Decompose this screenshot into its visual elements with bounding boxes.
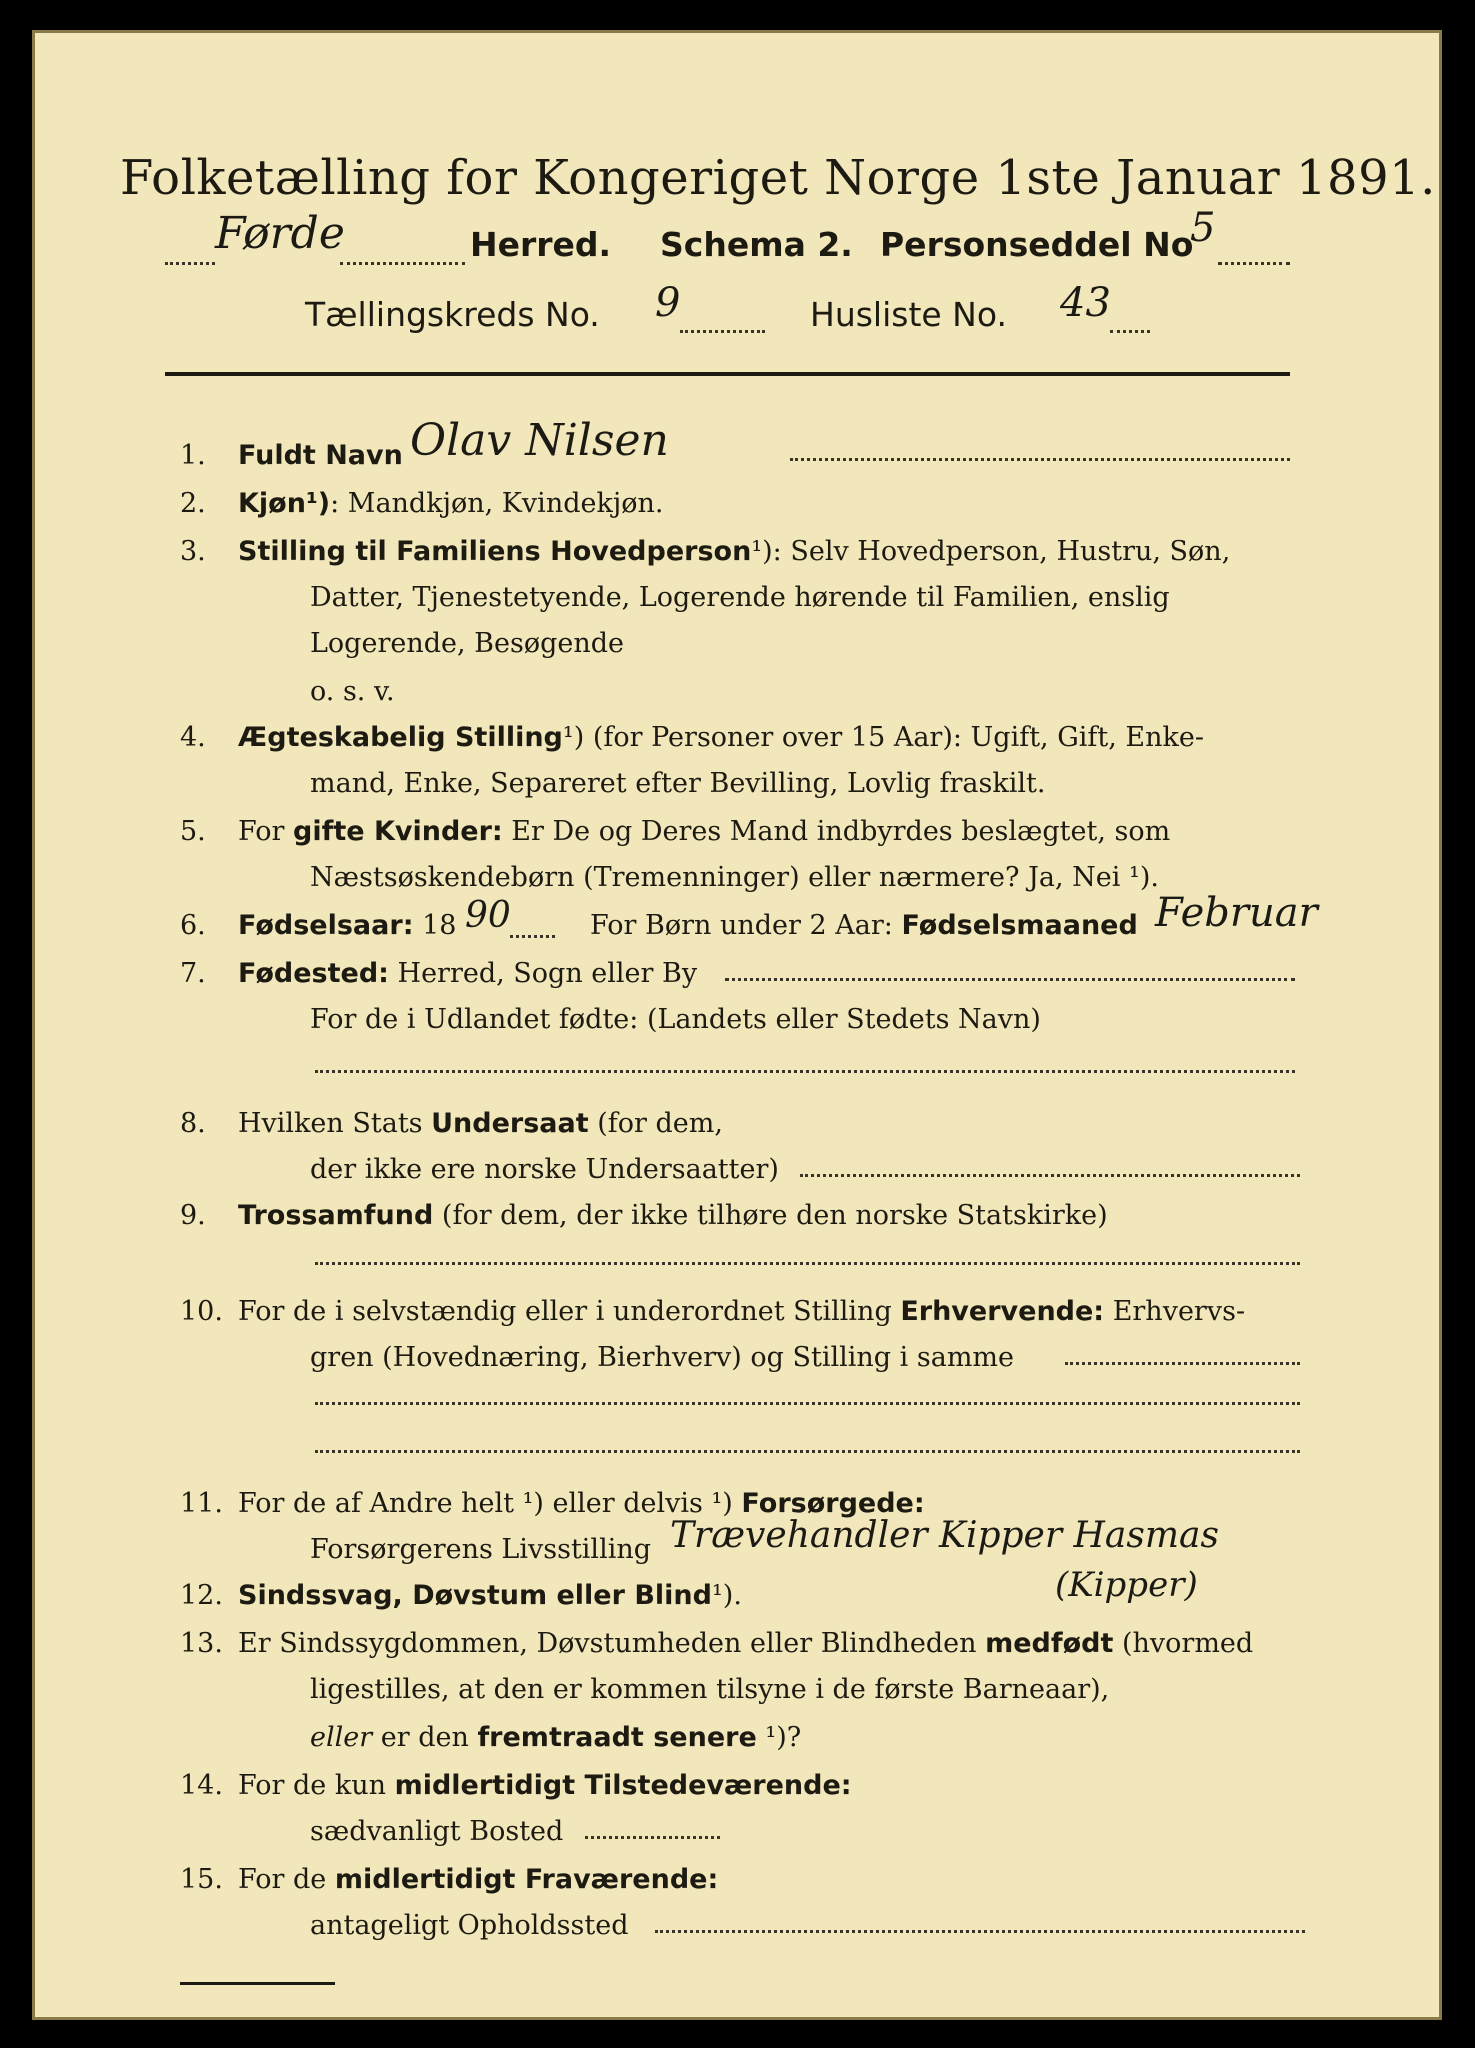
field-3-line-4: o. s. v. (310, 676, 395, 707)
field-4: 4. Ægteskabelig Stilling¹) (for Personer over 15 Aar): Ugift, Gift, Enke- (180, 722, 1204, 753)
field-6: 6. Fødselsaar: 18 (180, 910, 457, 941)
field-1: 1. Fuldt Navn (180, 440, 403, 471)
field-3: 3. Stilling til Familiens Hovedperson¹): Selv Hovedperson, Hustru, Søn, (180, 536, 1231, 567)
field-13: 13. Er Sindssygdommen, Døvstumheden eller Blindheden medfødt (hvormed (180, 1628, 1254, 1659)
schema-label: Schema 2. (660, 225, 853, 264)
field-3-line-3: Logerende, Besøgende (310, 628, 624, 659)
dotted-line (165, 262, 215, 265)
field-12: 12. Sindssvag, Døvstum eller Blind¹). (180, 1580, 742, 1611)
kreds-label: Tællingskreds No. (305, 295, 600, 334)
field-6-months: For Børn under 2 Aar: Fødselsmaaned (590, 910, 1138, 941)
dotted-line (1218, 262, 1290, 265)
field-11: 11. For de af Andre helt ¹) eller delvis ¹) Forsørgede: (180, 1488, 925, 1519)
birth-year-value: 90 (465, 895, 511, 936)
herred-label: Herred. (470, 225, 612, 264)
field-15-line-2: antageligt Opholdssted (310, 1910, 629, 1941)
field-14-line-2: sædvanligt Bosted (310, 1816, 564, 1847)
field-3-line-2: Datter, Tjenestetyende, Logerende hørende til Familien, enslig (310, 582, 1170, 613)
field-7-line-2: For de i Udlandet fødte: (Landets eller Stedets Navn) (310, 1004, 1041, 1035)
header-rule (165, 372, 1290, 376)
dotted-line (680, 330, 765, 333)
dotted-line (315, 1450, 1300, 1453)
birth-month-value: Februar (1155, 890, 1318, 936)
field-2: 2. Kjøn¹): Mandkjøn, Kvindekjøn. (180, 488, 664, 519)
field-10: 10. For de i selvstændig eller i underordnet Stilling Erhvervende: Erhvervs- (180, 1296, 1246, 1327)
husliste-value: 43 (1060, 280, 1111, 326)
dotted-line (585, 1836, 720, 1839)
field-9: 9. Trossamfund (for dem, der ikke tilhøre den norske Statskirke) (180, 1200, 1108, 1231)
dotted-line (655, 1930, 1305, 1933)
field-8-line-2: der ikke ere norske Undersaatter) (310, 1154, 779, 1185)
full-name-value: Olav Nilsen (410, 415, 669, 466)
field-4-line-2: mand, Enke, Separeret efter Bevilling, Lovlig fraskilt. (310, 768, 1046, 799)
field-7: 7. Fødested: Herred, Sogn eller By (180, 958, 698, 989)
personseddel-value: 5 (1190, 205, 1216, 251)
field-8: 8. Hvilken Stats Undersaat (for dem, (180, 1108, 723, 1139)
dotted-line (315, 1070, 1295, 1073)
field-13-line-3: eller er den fremtraadt senere ¹)? (310, 1722, 802, 1753)
provider-occupation-value: Trævehandler Kipper Hasmas (670, 1515, 1219, 1556)
field-14: 14. For de kun midlertidigt Tilstedeværende: (180, 1770, 852, 1801)
field-11-line-2: Forsørgerens Livsstilling (310, 1534, 652, 1565)
field-5: 5. For gifte Kvinder: Er De og Deres Mand indbyrdes beslægtet, som (180, 816, 1171, 847)
kreds-value: 9 (655, 280, 681, 326)
dotted-line (340, 262, 465, 265)
field-13-line-2: ligestilles, at den er kommen tilsyne i de første Barneaar), (310, 1674, 1110, 1705)
dotted-line (315, 1262, 1300, 1265)
field-5-line-2: Næstsøskendebørn (Tremenninger) eller nærmere? Ja, Nei ¹). (310, 862, 1159, 893)
dotted-line (510, 935, 555, 938)
dotted-line (1110, 330, 1150, 333)
field-15: 15. For de midlertidigt Fraværende: (180, 1864, 719, 1895)
field-10-line-2: gren (Hovednæring, Bierhverv) og Stilling i samme (310, 1342, 1015, 1373)
husliste-label: Husliste No. (810, 295, 1007, 334)
footnote-rule (180, 1982, 335, 1985)
personseddel-label: Personseddel No (880, 225, 1194, 264)
herred-value: Førde (215, 208, 345, 259)
dotted-line (315, 1402, 1300, 1405)
dotted-line (725, 978, 1295, 981)
dotted-line (800, 1174, 1300, 1177)
form-title: Folketælling for Kongeriget Norge 1ste Januar 1891. (120, 150, 1436, 206)
dotted-line (1065, 1362, 1300, 1365)
dotted-line (790, 458, 1290, 461)
provider-occupation-note: (Kipper) (1055, 1565, 1198, 1605)
